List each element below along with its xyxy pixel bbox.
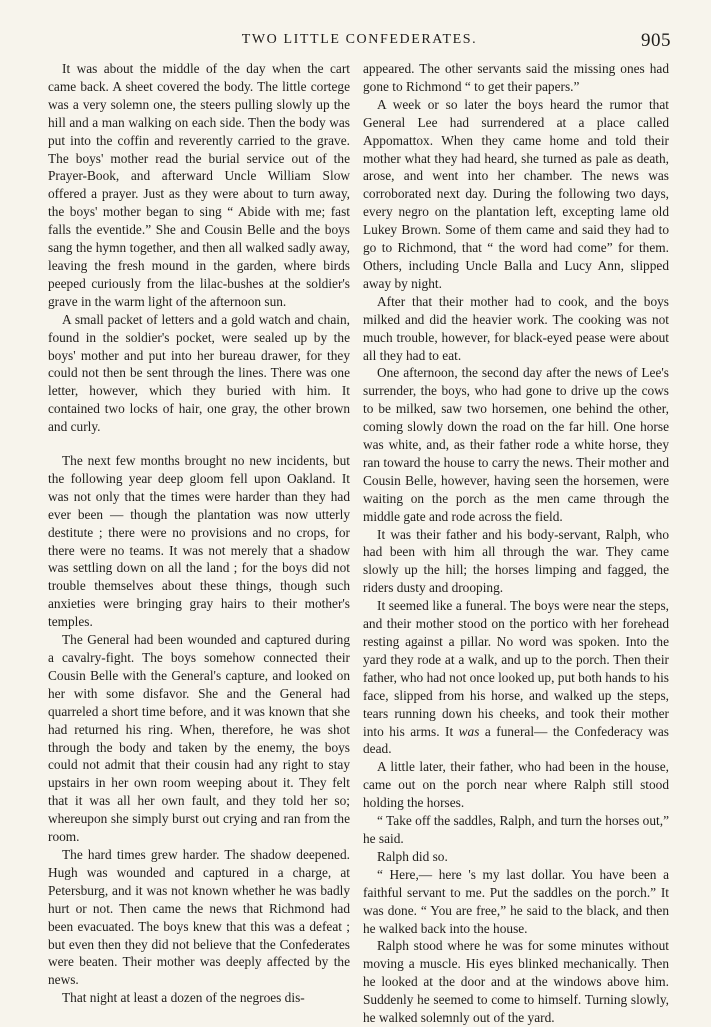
paragraph-saddles: “ Take off the saddles, Ralph, and turn the horses out,” he said. — [363, 813, 669, 846]
page-number: 905 — [641, 30, 671, 51]
funeral-prefix: It — [445, 723, 459, 739]
paragraph-hard-times: The hard times grew harder. The shadow deepened. Hugh was wounded and captured in a charge, at Petersburg, and it was not known whether he was badly hurt or not. Then came the news that Richmond had been evacuated. The boys knew that this was a defeat ; but even then they did not believe that the Confederates were beaten. Their mother was deeply affected by the news. — [48, 846, 350, 988]
paragraph-later: A little later, their father, who had been in the house, came out on the porch near where Ralph still stood holding the horses. — [363, 759, 669, 811]
paragraph-ralph-did: Ralph did so. — [377, 848, 448, 864]
right-column — [363, 60, 669, 1026]
paragraph-cooking: After that their mother had to cook, and the boys milked and did the heavier work. The cooking was not much trouble, however, for black-eyed pease were about all they had to eat. — [363, 293, 669, 363]
paragraph-last-dollar: “ Here,— here 's my last dollar. You have been a faithful servant to me. Put the saddles on the porch.” It was done. “ You are free,” he said to the black, and then he walked back into the house. — [363, 866, 669, 936]
paragraph-continuation: appeared. The other servants said the missing ones had gone to Richmond “ to get their papers.” — [363, 61, 669, 94]
running-head — [48, 30, 671, 54]
paragraph-gloom: The next few months brought no new incidents, but the following year deep gloom fell upon Oakland. It was not only that the times were harder than they had ever been — though the plantation was now utterly destitute ; there were no provisions and no crops, for there were no teams. It was not merely that a shadow was settling down on all the land ; for the boys did not trouble themselves about these things, though such anxieties were bringing gray hairs to their mother's temples. — [48, 453, 350, 630]
paragraph-ralph-stood: Ralph stood where he was for some minutes without moving a muscle. His eyes blinked mechanically. Then he looked at the door and at the windows above him. Suddenly he seemed to come to himself. Turning slowly, he walked solemnly out of the yard. — [363, 938, 669, 1026]
paragraph-funeral — [363, 597, 669, 758]
paragraph-appomattox: A week or so later the boys heard the rumor that General Lee had surrendered at a place called Appomattox. When they came home and told their mother what they had heard, she turned as pale as death, arose, and went into her chamber. The news was corroborated next day. During the following two days, every negro on the plantation left, excepting lame old Lukey Brown. Some of them came and said they had to go to Richmond, that “ the word had come” for them. Others, including Uncle Balla and Lucy Ann, slipped away by night. — [363, 96, 669, 291]
funeral-emphasis: was — [458, 723, 480, 739]
running-title: TWO LITTLE CONFEDERATES. — [241, 32, 478, 47]
paragraph-negroes-start: That night at least a dozen of the negroes dis- — [62, 990, 305, 1006]
paragraph-packet: A small packet of letters and a gold watch and chain, found in the soldier's pocket, were sealed up by the boys' mother and put into her bureau drawer, for they could not then be sent through the lines. There was one letter, however, which they buried with him. It contained two locks of hair, one gray, the other brown and curly. — [48, 311, 350, 435]
funeral-text: It seemed like a funeral. The boys were near the steps, and their mother stood on the portico with her forehead resting against a pillar. No word was spoken. Into the yard they rode at a walk, and up to the porch. Then their father, who had not once looked up, put both hands to his face, slipped from his horse, and walked up the steps, tears running down his cheeks, and took their mother into his arms. — [363, 598, 669, 739]
paragraph-general: The General had been wounded and captured during a cavalry-fight. The boys somehow connected their Cousin Belle with the General's capture, and looked on her with some disfavor. She and the General had quarreled a short time before, and it was known that she had returned his ring. When, therefore, he was shot through the body and taken by the enemy, the boys could not admit that their cousin had any right to stay upstairs in her own room weeping about it. They felt that it was all her own fault, and they told her so; whereupon she simply burst out crying and ran from the room. — [48, 632, 350, 845]
paragraph-burial: It was about the middle of the day when the cart came back. A sheet covered the body. The little cortege was a very solemn one, the steers pulling slowly up the hill and a man walking on each side. Then the body was put into the coffin and reverently carried to the grave. The boys' mother read the burial service out of the Prayer-Book, and afterward Uncle William Slow offered a prayer. Just as they were about to turn away, the boys' mother began to sing “ Abide with me; fast falls the eventide.” She and Cousin Belle and the boys sang the hymn together, and then all walked sadly away, leaving the fresh mound in the garden, where birds peeped curiously from the lilac-bushes at the soldier's grave in the warm light of the afternoon sun. — [48, 61, 350, 309]
paragraph-horsemen: One afternoon, the second day after the news of Lee's surrender, the boys, who had gone to drive up the cows to be milked, saw two horsemen, one behind the other, coming slowly down the road on the far hill. One horse was white, and, as their father rode a white horse, they ran toward the house to carry the news. Their mother and Cousin Belle, however, having seen the horsemen, were waiting on the porch as the men came through the middle gate and rode across the field. — [363, 365, 669, 524]
left-column — [48, 60, 350, 1006]
funeral-suffix: a funeral— the Confederacy was dead. — [363, 723, 669, 757]
paragraph-father-ralph: It was their father and his body-servant, Ralph, who had been with him all through the war. They came slowly up the hill; the horses limping and fagged, the riders dusty and drooping. — [363, 526, 669, 596]
